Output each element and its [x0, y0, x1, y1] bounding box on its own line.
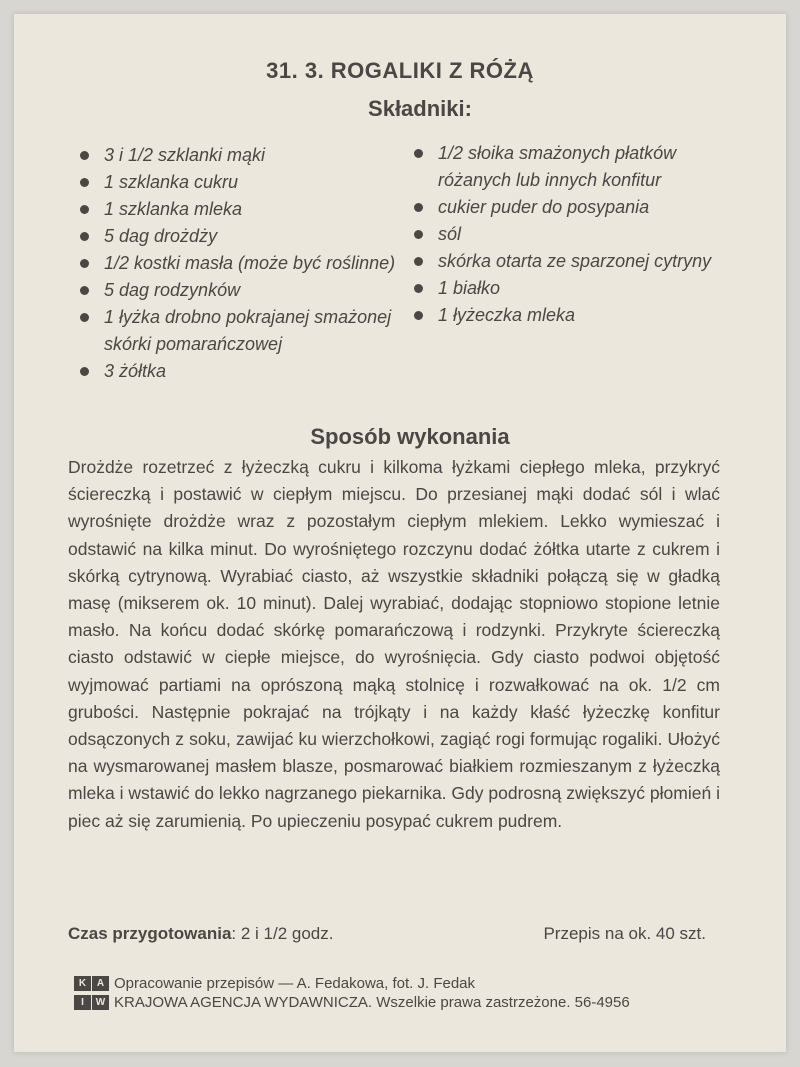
bullet-icon: [80, 313, 89, 322]
list-item: 1/2 kostki masła (może być roślinne): [76, 250, 416, 277]
list-item: 5 dag drożdży: [76, 223, 416, 250]
prep-label: Czas przygotowania: [68, 924, 232, 943]
bullet-icon: [80, 259, 89, 268]
list-item: 1 szklanka cukru: [76, 169, 416, 196]
ingredients-heading: Składniki:: [368, 96, 472, 121]
method-heading: Sposób wykonania: [310, 424, 510, 449]
bullet-icon: [414, 311, 423, 320]
list-item: 1 łyżeczka mleka: [410, 302, 740, 329]
credits: [74, 974, 630, 1012]
credits-line-2: KRAJOWA AGENCJA WYDAWNICZA. Wszelkie prawa zastrzeżone. 56-4956: [114, 994, 630, 1011]
recipe-yield: Przepis na ok. 40 szt.: [543, 924, 706, 943]
recipe-title: 31. 3. ROGALIKI Z RÓŻĄ: [266, 58, 534, 83]
list-item: 1 łyżka drobno pokrajanej smażonej skórki pomarańczowej: [76, 304, 416, 358]
publisher-logo-icon: I W: [74, 995, 110, 1010]
list-item: 3 i 1/2 szklanki mąki: [76, 142, 416, 169]
bullet-icon: [414, 257, 423, 266]
list-item: 1 białko: [410, 275, 740, 302]
bullet-icon: [414, 230, 423, 239]
bullet-icon: [80, 205, 89, 214]
list-item: 1/2 słoika smażonych płatków różanych lub innych konfitur: [410, 140, 740, 194]
list-item: cukier puder do posypania: [410, 194, 740, 221]
bullet-icon: [414, 149, 423, 158]
list-item: skórka otarta ze sparzonej cytryny: [410, 248, 740, 275]
prep-time: [68, 924, 334, 944]
credits-line-1: Opracowanie przepisów — A. Fedakowa, fot. J. Fedak: [114, 975, 476, 992]
bullet-icon: [80, 286, 89, 295]
list-item: 1 szklanka mleka: [76, 196, 416, 223]
ingredients-list-right: [410, 140, 740, 329]
bullet-icon: [414, 284, 423, 293]
bullet-icon: [80, 232, 89, 241]
bullet-icon: [80, 151, 89, 160]
bullet-icon: [80, 367, 89, 376]
recipe-card: [14, 14, 786, 1052]
method-text: Drożdże rozetrzeć z łyżeczką cukru i kilkoma łyżkami ciepłego mleka, przykryć ściereczką i postawić w ciepłym miejscu. Do przesianej mąki dodać sól i wlać wyrośnięte drożdże wraz z pozostałym ciepłym mlekiem. Lekko wymieszać i odstawić na kilka minut. Do wyrośniętego rozczynu dodać żółtka utarte z cukrem i skórką cytrynową. Wyrabiać ciasto, aż wszystkie składniki połączą się w gładką masę (mikserem ok. 10 minut). Dalej wyrabiać, dodając stopniowo stopione letnie masło. Na końcu dodać skórkę pomarańczową i rodzynki. Przykryte ściereczką ciasto odstawić w ciepłe miejsce, do wyrośnięcia. Gdy ciasto podwoi objętość wyjmować partiami na oprószoną mąką stolnicę i rozwałkować na ok. 1/2 cm grubości. Następnie pokrajać na trójkąty i na każdy kłaść łyżeczkę konfitur odsączonych z soku, zawijać ku wierzchołkowi, zagiąć rogi formując rogaliki. Ułożyć na wysmarowanej masłem blasze, posmarować białkiem rozmieszanym z łyżeczką mleka i wstawić do lekko nagrzanego piekarnika. Gdy podrosną zwiększyć płomień i piec aż się zarumienią. Po upieczeniu posypać cukrem pudrem.: [68, 457, 720, 831]
prep-value: : 2 i 1/2 godz.: [231, 924, 334, 943]
publisher-logo-icon: K A: [74, 976, 110, 991]
bullet-icon: [80, 178, 89, 187]
list-item: 3 żółtka: [76, 358, 416, 385]
bullet-icon: [414, 203, 423, 212]
ingredients-list-left: [76, 142, 416, 385]
list-item: sól: [410, 221, 740, 248]
list-item: 5 dag rodzynków: [76, 277, 416, 304]
